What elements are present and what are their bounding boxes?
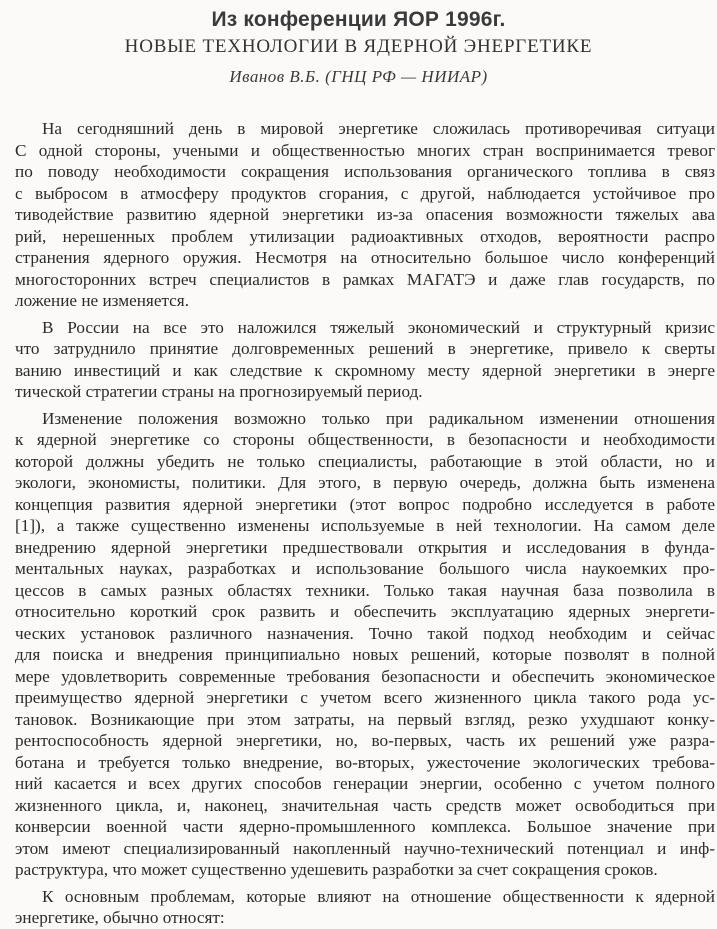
article-title: НОВЫЕ ТЕХНОЛОГИИ В ЯДЕРНОЙ ЭНЕРГЕТИКЕ [124,36,593,57]
text-line: внедрению ядерной энергетики предшествовали открытия и исследования в фунда- [15,537,715,557]
text-line: для поиска и внедрения принципиально новых решений, которые позволят в полной [15,645,715,664]
text-line: странения ядерного оружия. Несмотря на относительно большое число конференций [15,248,715,267]
text-line: рентоспособность ядерной энергетики, но, во-первых, часть их решений уже разра- [15,731,715,750]
text-line: ботана и требуется только внедрение, во-вторых, ужесточение экологических требова- [15,752,715,772]
text-line: энергетике, обычно относят: [15,908,225,927]
text-line: цессов в самых разных областях техники. Только такая научная база позволила в [15,580,715,600]
text-line: по поводу необходимости сокращения использования органического топлива в связ [15,162,715,181]
text-line: к ядерной энергетике со стороны общественности, в безопасности и необходимости [15,430,715,449]
text-line: с выбросом в атмосферу продуктов сгорания, с другой, наблюдается устойчивое про [15,183,715,203]
article-body [15,118,715,929]
text-line: мере удовлетворить современные требования безопасности и обеспечить экономическое [15,666,715,686]
text-line: К основным проблемам, которые влияют на отношение общественности к ядерной [42,886,715,906]
text-line: многосторонних встреч специалистов в рамках МАГАТЭ и даже глав государств, по [15,269,715,289]
text-line: концепция развития ядерной энергетики (этот вопрос подробно исследуется в работе [15,494,715,514]
article-author: Иванов В.Б. (ГНЦ РФ — НИИАР) [229,67,488,86]
text-line: преимущество ядерной энергетики с учетом всего жизненного цикла такого рода ус- [15,688,715,707]
text-line: На сегодняшний день в мировой энергетике сложилась противоречивая ситуаци [42,119,715,138]
text-line: ний касается и всех других способов генерации энергии, особенно с учетом полного [15,774,715,793]
text-line: раструктура, что может существенно удешевить разработки за счет сокращения сроков. [15,860,658,879]
paragraph [15,408,715,881]
text-line: тиводействие развитию ядерной энергетики из-за опасения возможности тяжелых ава [15,205,715,224]
text-line: этом имеют специализированный накопленный научно-технический потенциал и инф- [15,838,715,858]
text-line: В России на все это наложился тяжелый экономический и структурный кризис [42,317,715,337]
text-line: относительно короткий срок развить и обеспечить эксплуатацию ядерных энергети- [15,602,715,621]
text-line: [1]), а также существенно изменены используемые в ней технологии. На самом деле [15,516,715,535]
paragraph [15,317,715,403]
text-line: что затруднило принятие долговременных решений в энергетике, привело к сверты [15,339,715,358]
paragraph [15,886,715,929]
text-line: жизненного цикла, и, наконец, значительная часть средств может освободиться при [15,795,715,815]
text-line: ческих установок различного назначения. Точно такой подход необходим и сейчас [15,623,715,643]
text-line: экологи, экономисты, политики. Для этого, в первую очередь, должна быть изменена [15,473,715,492]
text-line: ванию инвестиций и как следствие к скромному месту ядерной энергетики в энерге [15,360,715,380]
text-line: С одной стороны, учеными и общественностью многих стран воспринимается тревог [15,140,715,160]
conference-heading: Из конференции ЯОР 1996г. [211,8,506,31]
text-line: тической стратегии страны на прогнозируемый период. [15,382,423,401]
paragraph [15,118,715,312]
text-line: рий, нерешенных проблем утилизации радиоактивных отходов, вероятности распро [15,226,715,246]
text-line: ложение не изменяется. [15,291,189,310]
text-line: конверсии военной части ядерно-промышленного комплекса. Большое значение при [15,817,715,836]
text-line: ментальных науках, разработках и использование большого числа наукоемких про- [15,559,715,578]
text-line: тановок. Возникающие при этом затраты, на первый взгляд, резко ухудшают конку- [15,709,715,729]
text-line: которой должны убедить не только специалисты, работающие в этой области, но и [15,451,715,471]
text-line: Изменение положения возможно только при радикальном изменении отношения [42,408,715,428]
